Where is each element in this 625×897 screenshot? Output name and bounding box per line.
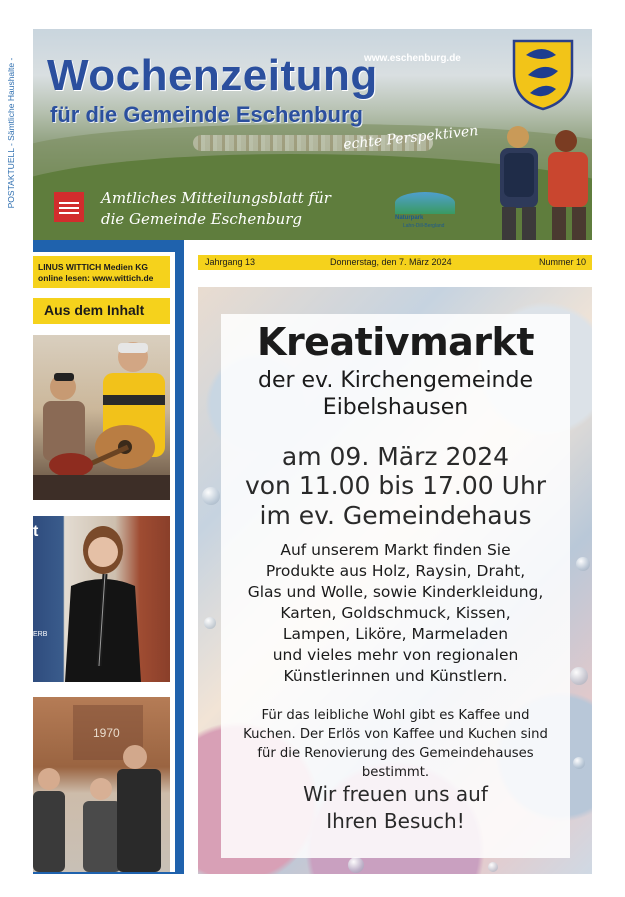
official-gazette-line2: die Gemeinde Eschenburg xyxy=(101,210,302,228)
poster-location-name: Eibelshausen xyxy=(322,395,469,420)
slogan: echte Perspektiven xyxy=(342,122,479,154)
bubble-decoration xyxy=(573,757,585,769)
clarinet-player-photo[interactable] xyxy=(33,516,170,682)
body-line: und vieles mehr von regionalen xyxy=(272,646,519,664)
food-line: bestimmt. xyxy=(361,765,430,780)
poster-card xyxy=(221,314,570,858)
body-line: Auf unserem Markt finden Sie xyxy=(280,541,511,559)
body-line: Lampen, Liköre, Marmeladen xyxy=(282,625,509,643)
photo3-fragment: 1970 xyxy=(93,726,120,740)
publisher-name: LINUS WITTICH Medien KG xyxy=(38,262,149,272)
poster-headline: Kreativmarkt xyxy=(257,320,534,364)
kreativmarkt-poster xyxy=(198,287,592,874)
food-line: Kuchen. Der Erlös von Kaffee und Kuchen sind xyxy=(243,727,548,742)
poster-date: am 09. März 2024 xyxy=(281,442,510,471)
side-note-text: POSTAKTUELL - Sämtliche Haushalte - xyxy=(6,57,16,209)
bubble-decoration xyxy=(348,857,364,873)
poster-time: von 11.00 bis 17.00 Uhr xyxy=(244,471,547,500)
body-line: Glas und Wolle, sowie Kinderkleidung, xyxy=(247,583,544,601)
body-line: Produkte aus Holz, Raysin, Draht, xyxy=(265,562,526,580)
issue-number: Nummer 10 xyxy=(538,257,586,267)
clarinet-player-photo-icon xyxy=(33,516,170,682)
contents-heading-box xyxy=(33,298,170,324)
food-line: für die Renovierung des Gemeindehauses xyxy=(257,746,534,761)
group-of-men-photo[interactable] xyxy=(33,697,170,872)
masthead-url[interactable]: www.eschenburg.de xyxy=(364,53,461,64)
photo2-fragment-top: t xyxy=(33,523,39,540)
poster-closing xyxy=(221,781,570,835)
masthead-banner xyxy=(33,29,592,240)
body-line: Karten, Goldschmuck, Kissen, xyxy=(280,604,511,622)
closing-line: Ihren Besuch! xyxy=(326,809,465,833)
issue-info-bar xyxy=(198,255,592,270)
naturpark-arc-icon xyxy=(395,192,455,214)
musicians-photo[interactable] xyxy=(33,335,170,500)
poster-organizer: der ev. Kirchengemeinde xyxy=(257,368,533,393)
food-line: Für das leibliche Wohl gibt es Kaffee und xyxy=(261,708,530,723)
publisher-box xyxy=(33,256,170,288)
bubble-decoration xyxy=(202,487,220,505)
closing-line: Wir freuen uns auf xyxy=(303,782,488,806)
hikers-photo-icon xyxy=(480,117,592,240)
left-sidebar xyxy=(33,240,184,874)
newspaper-subtitle: für die Gemeinde Eschenburg xyxy=(50,102,363,127)
naturpark-region: Lahn-Dill-Bergland xyxy=(403,223,445,229)
contents-heading: Aus dem Inhalt xyxy=(44,302,145,318)
issue-date: Donnerstag, den 7. März 2024 xyxy=(330,257,452,267)
group-of-men-photo-icon xyxy=(33,697,170,872)
municipal-logo-icon xyxy=(54,192,84,222)
poster-food-text xyxy=(221,706,570,782)
coat-of-arms-icon xyxy=(512,39,574,111)
naturpark-label: Naturpark xyxy=(395,215,424,221)
body-line: Künstlerinnen und Künstlern. xyxy=(283,667,508,685)
publisher-online-link[interactable]: online lesen: www.wittich.de xyxy=(38,273,154,283)
newspaper-title: Wochenzeitung xyxy=(47,51,378,100)
official-gazette-line1: Amtliches Mitteilungsblatt für xyxy=(101,189,331,207)
poster-venue: im ev. Gemeindehaus xyxy=(259,501,532,530)
poster-body-text xyxy=(221,540,570,687)
side-note xyxy=(4,50,18,220)
naturpark-logo xyxy=(395,192,457,232)
bubble-decoration xyxy=(204,617,216,629)
photo2-fragment-bottom: ERB xyxy=(33,631,48,638)
bubble-decoration xyxy=(570,667,588,685)
issue-volume: Jahrgang 13 xyxy=(205,257,256,267)
bubble-decoration xyxy=(488,862,498,872)
bubble-decoration xyxy=(576,557,590,571)
left-sidebar-inner xyxy=(33,252,175,872)
musicians-photo-icon xyxy=(33,335,170,500)
